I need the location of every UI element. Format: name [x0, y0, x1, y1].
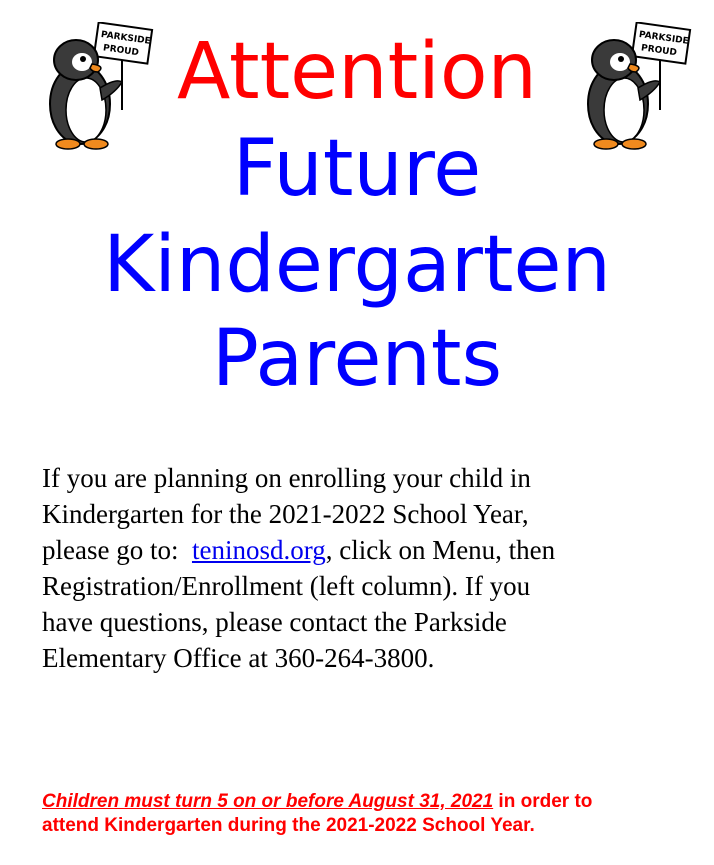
body-line: Registration/Enrollment (left column). If you	[42, 571, 531, 601]
district-website-link[interactable]: teninosd.org	[191, 535, 326, 565]
headline-parents: Parents	[211, 314, 503, 404]
body-line: please go to:	[42, 535, 192, 565]
notice-text: attend Kindergarten during the 2021-2022 School Year.	[42, 815, 535, 836]
sign-text-top: PARKSIDE	[638, 29, 690, 47]
age-requirement-emphasis: Children must turn 5 on or before August 31, 2021	[42, 791, 494, 812]
body-line: have questions, please contact the Parkside	[42, 607, 507, 637]
age-requirement-notice	[42, 790, 692, 838]
body-line: If you are planning on enrolling your child in	[42, 463, 531, 493]
sign-text-bottom: PROUD	[640, 43, 678, 59]
sign-text-bottom: PROUD	[102, 43, 140, 59]
sign-text-top: PARKSIDE	[100, 29, 152, 47]
headline-attention: Attention	[177, 27, 537, 117]
body-line: , click on Menu, then	[325, 535, 556, 565]
headline-kindergarten: Kindergarten	[103, 220, 611, 310]
body-line: Elementary Office at 360-264-3800.	[42, 643, 435, 673]
body-line: Kindergarten for the 2021-2022 School Year,	[42, 499, 529, 529]
notice-text: in order to	[493, 791, 593, 812]
headline-future: Future	[232, 124, 482, 214]
enrollment-paragraph	[42, 460, 682, 676]
